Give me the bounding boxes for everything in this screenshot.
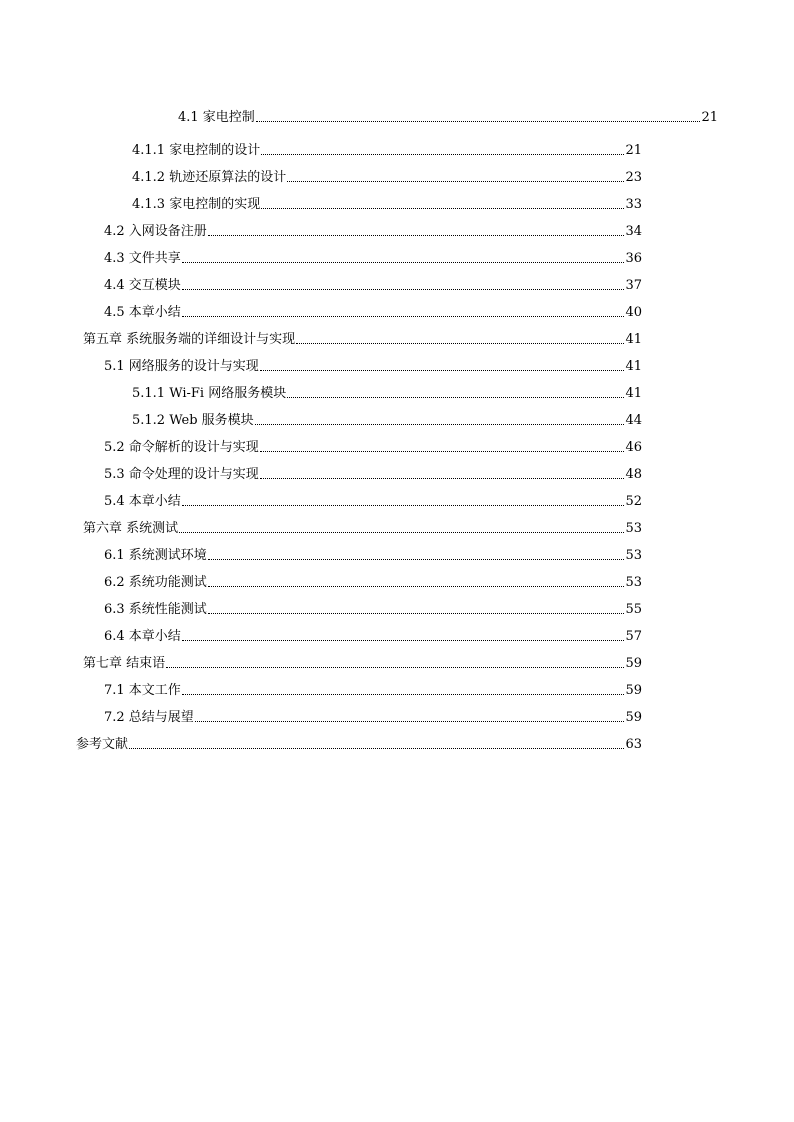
toc-entry-title: 4.4 交互模块 <box>104 278 181 293</box>
toc-entry[interactable] <box>104 681 642 699</box>
toc-entry-title: 7.2 总结与展望 <box>104 710 194 725</box>
toc-entry-page-number: 53 <box>625 548 642 563</box>
toc-entry-page-number: 55 <box>625 602 642 617</box>
toc-entry-title: 4.3 文件共享 <box>104 251 181 266</box>
dot-leader <box>182 316 625 317</box>
toc-entry[interactable] <box>104 708 642 726</box>
toc-entry[interactable] <box>132 384 642 402</box>
toc-entry-page-number: 48 <box>625 467 642 482</box>
toc-entry-page-number: 37 <box>625 278 642 293</box>
toc-entry-title: 第五章 系统服务端的详细设计与实现 <box>83 332 296 347</box>
toc-entry[interactable] <box>104 573 642 591</box>
dot-leader <box>208 559 625 560</box>
dot-leader <box>129 748 624 749</box>
toc-entry-page-number: 63 <box>625 737 642 752</box>
toc-entry-page-number: 33 <box>625 197 642 212</box>
toc-entry-page-number: 52 <box>625 494 642 509</box>
dot-leader <box>182 694 625 695</box>
toc-entry[interactable] <box>132 168 642 186</box>
toc-entry-title: 5.1 网络服务的设计与实现 <box>104 359 259 374</box>
toc-entry[interactable] <box>104 357 642 375</box>
toc-entry[interactable] <box>132 195 642 213</box>
toc-entry[interactable] <box>104 222 642 240</box>
toc-entry[interactable] <box>104 600 642 618</box>
toc-entry-title: 6.4 本章小结 <box>104 629 181 644</box>
toc-entry-title: 4.1.2 轨迹还原算法的设计 <box>132 170 287 185</box>
toc-entry-title: 4.1.1 家电控制的设计 <box>132 143 261 158</box>
dot-leader <box>260 478 625 479</box>
toc-entry-page-number: 44 <box>625 413 642 428</box>
dot-leader <box>256 121 701 122</box>
dot-leader <box>255 424 625 425</box>
toc-entry[interactable] <box>104 249 642 267</box>
toc-entry-title: 4.2 入网设备注册 <box>104 224 207 239</box>
toc-entry-title: 5.4 本章小结 <box>104 494 181 509</box>
toc-entry[interactable] <box>104 627 642 645</box>
toc-entry[interactable] <box>104 546 642 564</box>
toc-entry[interactable] <box>76 735 642 753</box>
toc-entry-page-number: 46 <box>625 440 642 455</box>
toc-entry-page-number: 34 <box>625 224 642 239</box>
dot-leader <box>182 289 625 290</box>
toc-entry-page-number: 53 <box>625 575 642 590</box>
toc-entry-page-number: 57 <box>625 629 642 644</box>
toc-entry[interactable] <box>178 108 718 126</box>
toc-entry[interactable] <box>132 411 642 429</box>
toc-entry-title: 6.3 系统性能测试 <box>104 602 207 617</box>
dot-leader <box>182 505 625 506</box>
toc-entry-page-number: 41 <box>625 332 642 347</box>
toc-entry-page-number: 59 <box>625 656 642 671</box>
toc-entry[interactable] <box>132 141 642 159</box>
toc-entry-title: 第七章 结束语 <box>83 656 166 671</box>
dot-leader <box>261 154 624 155</box>
toc-entry-title: 5.1.2 Web 服务模块 <box>132 413 254 428</box>
dot-leader <box>208 586 625 587</box>
dot-leader <box>296 343 624 344</box>
toc-entry[interactable] <box>104 492 642 510</box>
dot-leader <box>179 532 624 533</box>
toc-entry-page-number: 59 <box>625 710 642 725</box>
toc-entry-page-number: 41 <box>625 359 642 374</box>
dot-leader <box>182 262 625 263</box>
toc-entry[interactable] <box>104 276 642 294</box>
dot-leader <box>260 370 625 371</box>
toc-entry-page-number: 21 <box>701 110 718 125</box>
toc-entry-title: 5.3 命令处理的设计与实现 <box>104 467 259 482</box>
toc-entry[interactable] <box>104 465 642 483</box>
toc-entry-page-number: 53 <box>625 521 642 536</box>
toc-entry[interactable] <box>104 438 642 456</box>
toc-entry-title: 7.1 本文工作 <box>104 683 181 698</box>
dot-leader <box>260 451 625 452</box>
toc-entry-title: 4.1.3 家电控制的实现 <box>132 197 261 212</box>
toc-entry-page-number: 23 <box>625 170 642 185</box>
toc-chapter-entry[interactable] <box>83 330 642 348</box>
dot-leader <box>287 181 624 182</box>
toc-entry-title: 4.1 家电控制 <box>178 110 255 125</box>
toc-entry-page-number: 40 <box>625 305 642 320</box>
toc-entry-title: 6.1 系统测试环境 <box>104 548 207 563</box>
toc-entry-page-number: 41 <box>625 386 642 401</box>
toc-entry-title: 5.1.1 Wi-Fi 网络服务模块 <box>132 386 287 401</box>
dot-leader <box>166 667 624 668</box>
dot-leader <box>208 613 625 614</box>
toc-entry-page-number: 21 <box>625 143 642 158</box>
toc-entry-page-number: 36 <box>625 251 642 266</box>
dot-leader <box>208 235 625 236</box>
toc-entry-title: 参考文献 <box>76 737 129 752</box>
toc-entry-title: 第六章 系统测试 <box>83 521 179 536</box>
dot-leader <box>195 721 625 722</box>
dot-leader <box>287 397 624 398</box>
toc-entry-title: 4.5 本章小结 <box>104 305 181 320</box>
toc-entry-title: 6.2 系统功能测试 <box>104 575 207 590</box>
toc-entry[interactable] <box>104 303 642 321</box>
toc-chapter-entry[interactable] <box>83 519 642 537</box>
dot-leader <box>261 208 624 209</box>
dot-leader <box>182 640 625 641</box>
toc-entry-title: 5.2 命令解析的设计与实现 <box>104 440 259 455</box>
toc-chapter-entry[interactable] <box>83 654 642 672</box>
toc-entry-page-number: 59 <box>625 683 642 698</box>
